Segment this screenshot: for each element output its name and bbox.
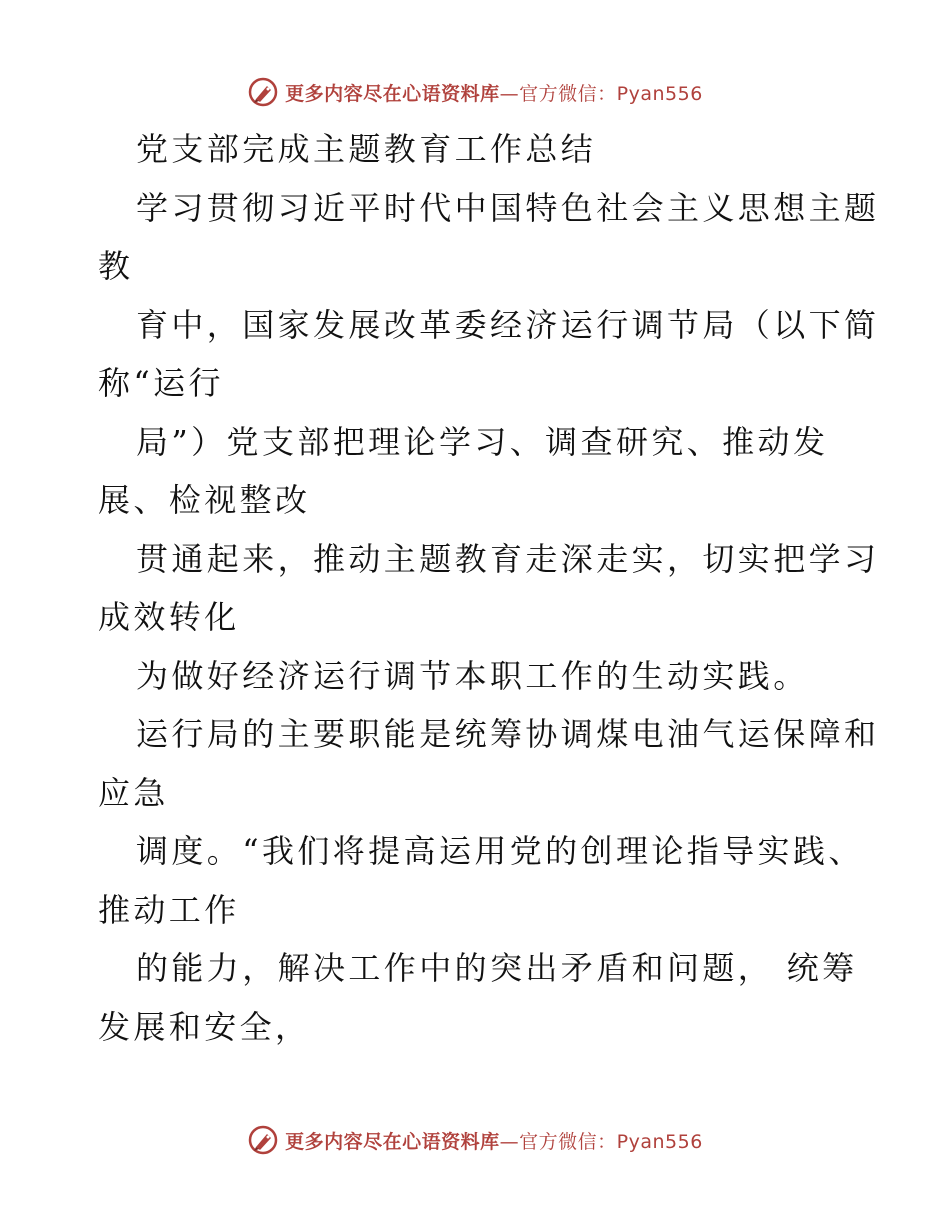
- document-line: 贯通起来，推动主题教育走深走实，切实把学习: [136, 539, 880, 578]
- document-line: 发展和安全，: [98, 1007, 311, 1046]
- document-line: 展、检视整改: [98, 481, 311, 519]
- document-line: 推动工作: [98, 890, 240, 929]
- pen-seal-logo-icon: [247, 76, 279, 108]
- header-watermark-banner: [0, 72, 950, 112]
- document-line: 运行局的主要职能是统筹协调煤电油气运保障和: [136, 715, 880, 753]
- header-contact-text: —官方微信：Pyan556: [499, 82, 703, 105]
- pen-seal-logo-icon: [247, 1124, 279, 1156]
- document-line: 的能力，解决工作中的突出矛盾和问题， 统筹: [136, 949, 858, 987]
- header-brand-text: 更多内容尽在心语资料库: [285, 82, 500, 105]
- document-line: 学习贯彻习近平时代中国特色社会主义思想主题: [136, 188, 880, 227]
- footer-brand-text: 更多内容尽在心语资料库: [285, 1130, 500, 1153]
- document-line: 局”）党支部把理论学习、调查研究、推动发: [136, 422, 829, 461]
- document-line: 为做好经济运行调节本职工作的生动实践。: [136, 656, 809, 695]
- header-watermark-text: [285, 79, 703, 106]
- document-line: 成效转化: [98, 598, 240, 636]
- footer-watermark-banner: [0, 1120, 950, 1160]
- document-line: 称“运行: [98, 364, 224, 402]
- footer-watermark-text: [285, 1127, 703, 1154]
- document-body: [98, 120, 880, 1056]
- document-line: 育中，国家发展改革委经济运行调节局（以下简: [136, 305, 880, 344]
- document-line: 党支部完成主题教育工作总结: [136, 130, 597, 168]
- document-line: 教: [98, 247, 134, 285]
- footer-contact-text: —官方微信：Pyan556: [499, 1130, 703, 1153]
- document-line: 调度。“我们将提高运用党的创理论指导实践、: [136, 832, 864, 870]
- document-line: 应急: [98, 773, 169, 812]
